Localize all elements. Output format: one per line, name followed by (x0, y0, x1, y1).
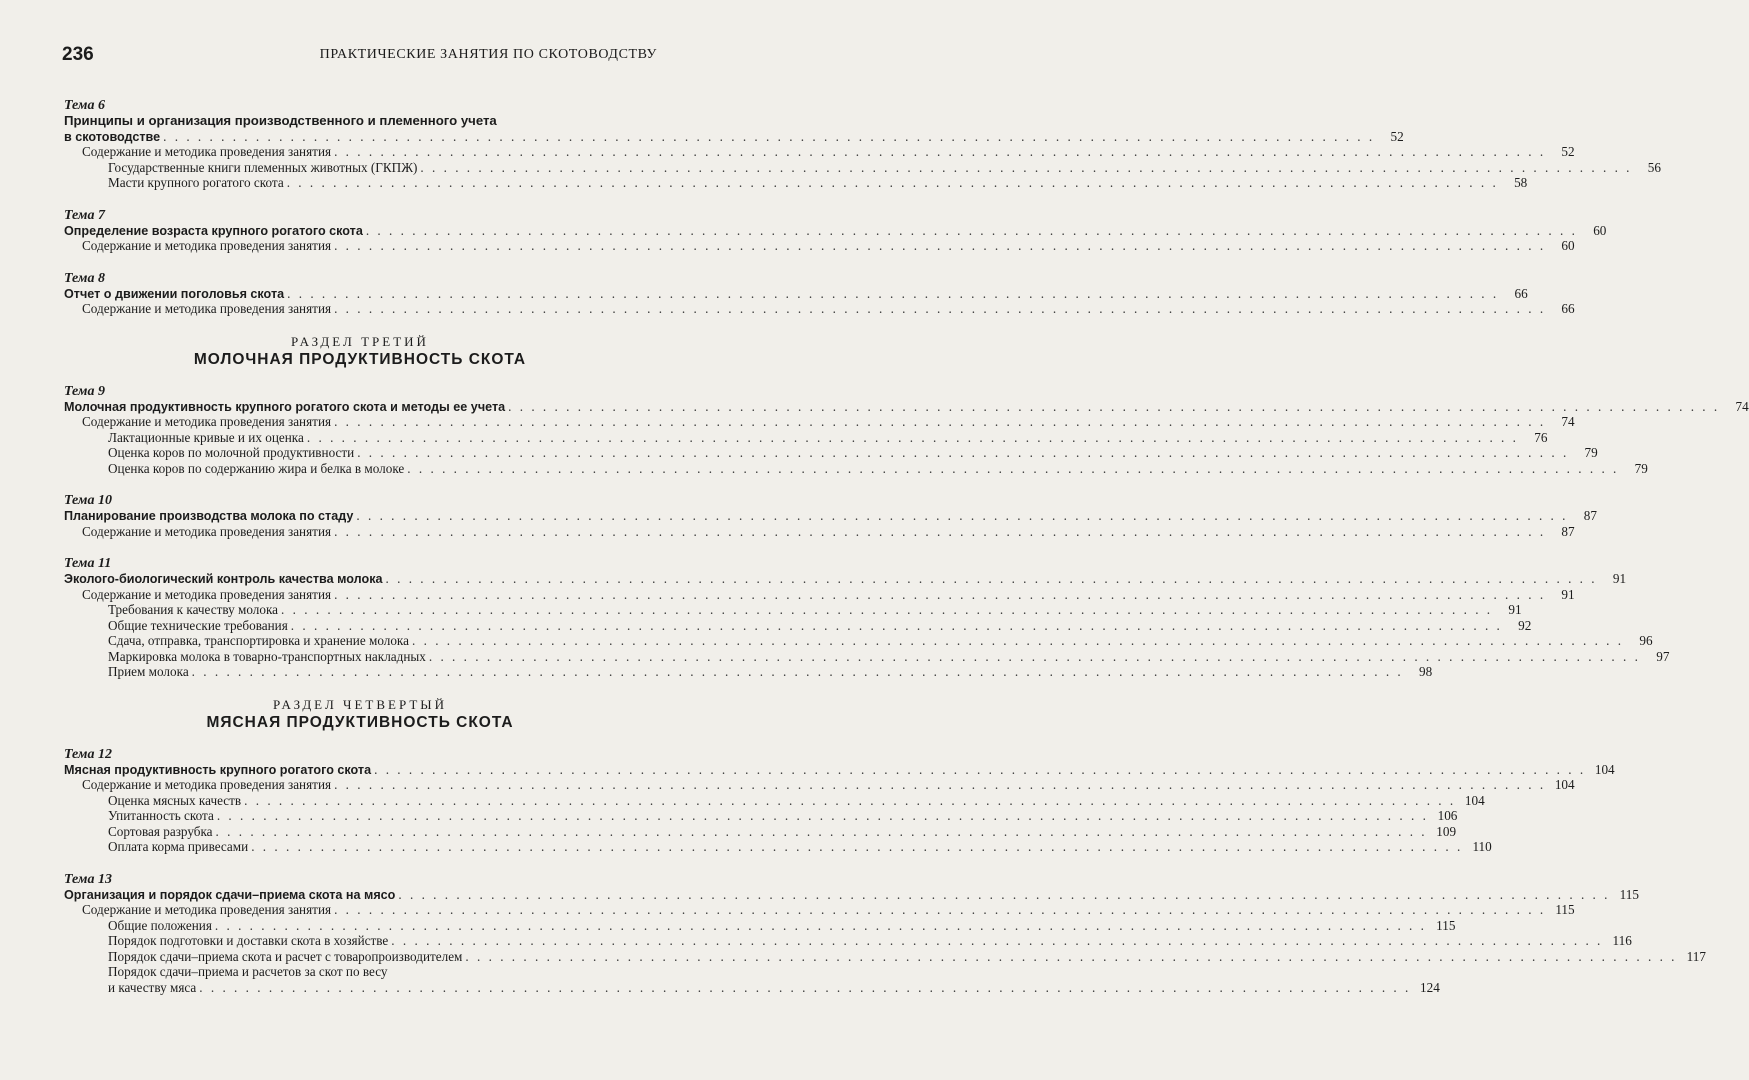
toc-entry[interactable] (64, 523, 1575, 540)
toc-entry[interactable] (64, 508, 1597, 524)
toc-entry-text: Содержание и методика проведения занятия (82, 414, 332, 429)
dot-leader (331, 587, 1549, 603)
toc-entry-text: Оценка коров по содержанию жира и белка в молоке (108, 460, 405, 476)
dot-leader (462, 949, 1680, 965)
toc-entry[interactable] (64, 460, 1648, 477)
toc-page-number: 98 (1419, 664, 1433, 679)
toc-entry-text: Порядок сдачи–приема и расчетов за скот по весу (108, 964, 388, 979)
dot-leader (288, 618, 1506, 634)
toc-page-number: 91 (1561, 586, 1575, 602)
toc-entry-text: Маркировка молока в товарно-транспортных накладных (108, 648, 426, 664)
toc-entry[interactable] (64, 586, 1575, 603)
toc-entry[interactable] (64, 886, 1639, 903)
topic-block (64, 98, 1661, 191)
section-title: МЯСНАЯ ПРОДУКТИВНОСТЬ СКОТА (206, 713, 514, 731)
toc-entry[interactable] (64, 777, 1575, 793)
dot-leader (395, 887, 1613, 903)
toc-entry[interactable] (64, 808, 1458, 824)
dot-leader (214, 808, 1432, 824)
toc-entry[interactable] (64, 301, 1575, 317)
dot-leader (363, 223, 1581, 239)
toc-entry[interactable] (64, 917, 1456, 934)
toc-page-number: 79 (1584, 445, 1598, 460)
toc-page-number: 97 (1656, 648, 1670, 664)
dot-leader (383, 571, 1601, 587)
dot-leader (278, 602, 1496, 618)
dot-leader (331, 902, 1549, 918)
toc-page-number: 79 (1634, 460, 1648, 476)
toc-page-number: 91 (1612, 571, 1627, 586)
toc-entry-text: Содержание и методика проведения занятия (82, 523, 332, 539)
dot-leader (284, 286, 1502, 302)
topic-label: Тема 12 (64, 746, 113, 762)
dot-leader (388, 933, 1606, 949)
toc-page-number: 87 (1561, 523, 1575, 539)
topic-label: Тема 11 (64, 556, 112, 571)
dot-leader (241, 793, 1459, 809)
toc-entry[interactable] (64, 933, 1632, 949)
toc-page-number: 60 (1593, 222, 1607, 238)
toc-entry[interactable] (64, 285, 1528, 302)
topic-block (64, 746, 1615, 855)
toc-page-number: 66 (1514, 285, 1528, 301)
page-header (62, 44, 657, 68)
toc-entry[interactable] (64, 761, 1615, 778)
toc-page-number: 104 (1594, 761, 1615, 777)
toc-entry-text: Государственные книги племенных животных (ГКПЖ) (108, 159, 418, 175)
toc-entry-text: Сортовая разрубка (108, 823, 213, 839)
dot-leader (196, 980, 1414, 996)
dot-leader (284, 175, 1502, 191)
toc-page-number: 115 (1555, 902, 1575, 917)
toc-page-number: 92 (1518, 617, 1532, 633)
toc-page-number: 74 (1561, 414, 1575, 429)
toc-entry-text: Упитанность скота (108, 808, 214, 823)
toc-entry[interactable] (64, 429, 1548, 446)
toc-entry-text: Содержание и методика проведения занятия (82, 301, 332, 316)
topic-label: Тема 6 (64, 98, 106, 113)
topic-block (64, 383, 1749, 477)
running-title: ПРАКТИЧЕСКИЕ ЗАНЯТИЯ ПО СКОТОВОДСТВУ (319, 47, 657, 62)
toc-entry-text: Лактационные кривые и их оценка (108, 429, 304, 445)
topic-block (64, 207, 1607, 254)
toc-page-number: 115 (1619, 886, 1639, 902)
dot-leader (426, 649, 1644, 665)
toc-entry-text: Масти крупного рогатого скота (108, 175, 284, 190)
dot-leader (417, 160, 1635, 176)
toc-entry[interactable] (64, 144, 1575, 160)
topic-block (64, 871, 1706, 996)
toc-entry-text: в скотоводстве (64, 129, 161, 144)
toc-page-number: 110 (1472, 839, 1492, 854)
toc-page-number: 74 (1735, 398, 1749, 414)
section-heading (64, 697, 656, 733)
toc-page-number: 52 (1390, 128, 1404, 144)
dot-leader (304, 430, 1522, 446)
toc-page-number: 96 (1639, 633, 1653, 648)
toc-entry[interactable] (64, 979, 1440, 996)
toc-entry[interactable] (64, 648, 1670, 665)
toc-entry-text: Сдача, отправка, транспортировка и хранение молока (108, 633, 409, 648)
topic-title-line: Принципы и организация производственного и племенного учета (64, 113, 497, 128)
dot-leader (353, 508, 1571, 524)
dot-leader (331, 414, 1549, 430)
topic-label: Тема 8 (64, 270, 106, 286)
toc-entry[interactable] (64, 792, 1485, 809)
toc-page-number: 124 (1420, 979, 1440, 995)
toc-entry[interactable] (64, 571, 1627, 587)
toc-entry[interactable] (64, 617, 1532, 634)
toc-entry-text: Содержание и методика проведения занятия (82, 902, 332, 917)
toc-entry[interactable] (64, 398, 1749, 415)
toc-page-number: 87 (1583, 508, 1597, 523)
dot-leader (331, 524, 1549, 540)
dot-leader (331, 777, 1549, 793)
dot-leader (354, 445, 1572, 461)
topic-label: Тема 9 (64, 383, 106, 399)
toc-page-number: 76 (1534, 429, 1548, 445)
toc-entry[interactable] (64, 839, 1492, 855)
toc-entry[interactable] (64, 159, 1661, 176)
dot-leader (213, 824, 1431, 840)
toc-page-number: 116 (1612, 933, 1632, 948)
section-heading (64, 334, 656, 370)
topic-block (64, 493, 1597, 539)
toc-page-number: 109 (1436, 823, 1457, 839)
dot-leader (331, 238, 1549, 254)
toc-entry-text: Содержание и методика проведения занятия (82, 238, 332, 253)
dot-leader (212, 918, 1430, 934)
dot-leader (371, 762, 1589, 778)
table-of-contents (64, 98, 1749, 1012)
toc-page-number: 104 (1554, 777, 1575, 792)
toc-entry-text: Общие положения (108, 917, 212, 933)
dot-leader (160, 129, 1378, 145)
dot-leader (331, 301, 1549, 317)
topic-label: Тема 7 (64, 207, 106, 223)
toc-entry[interactable] (64, 948, 1706, 965)
toc-entry-text: Прием молока (108, 664, 189, 679)
dot-leader (404, 461, 1622, 477)
toc-entry-text: Оплата корма привесами (108, 839, 249, 854)
toc-entry[interactable] (64, 128, 1404, 145)
toc-page-number: 104 (1464, 792, 1485, 808)
section-kicker: РАЗДЕЛ ЧЕТВЕРТЫЙ (272, 696, 448, 712)
toc-entry-text: Содержание и методика проведения занятия (82, 777, 332, 792)
topic-block (64, 556, 1670, 680)
dot-leader (409, 633, 1627, 649)
section-kicker: РАЗДЕЛ ТРЕТИЙ (291, 333, 429, 349)
dot-leader (189, 664, 1407, 680)
section-title: МОЛОЧНАЯ ПРОДУКТИВНОСТЬ СКОТА (193, 350, 527, 368)
toc-entry-text: Порядок подготовки и доставки скота в хозяйстве (108, 933, 389, 948)
toc-entry[interactable] (64, 414, 1575, 430)
toc-entry[interactable] (64, 902, 1575, 918)
toc-page-number: 58 (1514, 175, 1528, 190)
toc-entry[interactable] (64, 602, 1522, 618)
topic-label: Тема 10 (64, 493, 113, 508)
toc-entry[interactable] (64, 823, 1457, 840)
toc-entry-text: Общие технические требования (108, 617, 288, 633)
page-number: 236 (62, 44, 94, 65)
toc-entry-text: Порядок сдачи–приема скота и расчет с товаропроизводителем (108, 948, 463, 964)
toc-entry-text: Организация и порядок сдачи–приема скота на мясо (64, 887, 396, 902)
toc-entry[interactable] (64, 222, 1607, 239)
toc-page-number: 106 (1437, 808, 1458, 823)
toc-entry-text: Молочная продуктивность крупного рогатого скота и методы ее учета (64, 399, 506, 414)
toc-entry-text: Эколого-биологический контроль качества молока (64, 572, 383, 586)
toc-entry-text: Определение возраста крупного рогатого скота (64, 223, 363, 238)
topic-block (64, 270, 1575, 317)
toc-entry[interactable] (64, 175, 1528, 191)
toc-entry[interactable] (64, 664, 1433, 680)
toc-entry-text: Содержание и методика проведения занятия (82, 586, 332, 602)
toc-entry-text: Содержание и методика проведения занятия (82, 144, 332, 159)
toc-page-number: 66 (1561, 301, 1575, 316)
toc-entry-text: и качеству мяса (108, 979, 197, 995)
dot-leader (248, 839, 1466, 855)
dot-leader (331, 144, 1549, 160)
toc-entry[interactable] (64, 445, 1598, 461)
toc-page-number: 115 (1436, 917, 1456, 933)
toc-entry-text: Оценка мясных качеств (108, 792, 242, 808)
toc-page-number: 56 (1647, 159, 1661, 175)
dot-leader (505, 399, 1723, 415)
toc-entry-text: Мясная продуктивность крупного рогатого скота (64, 762, 372, 777)
toc-page-number: 52 (1561, 144, 1575, 159)
toc-entry[interactable] (64, 633, 1653, 649)
toc-entry-text: Оценка коров по молочной продуктивности (108, 445, 355, 460)
toc-page-number: 117 (1686, 948, 1706, 964)
toc-entry-text: Требования к качеству молока (108, 602, 279, 617)
toc-entry-text: Отчет о движении поголовья скота (64, 286, 285, 301)
toc-page-number: 91 (1508, 602, 1522, 617)
toc-entry[interactable] (64, 238, 1575, 254)
toc-page-number: 60 (1561, 238, 1575, 253)
topic-label: Тема 13 (64, 871, 113, 887)
toc-entry-text: Планирование производства молока по стаду (64, 509, 354, 523)
